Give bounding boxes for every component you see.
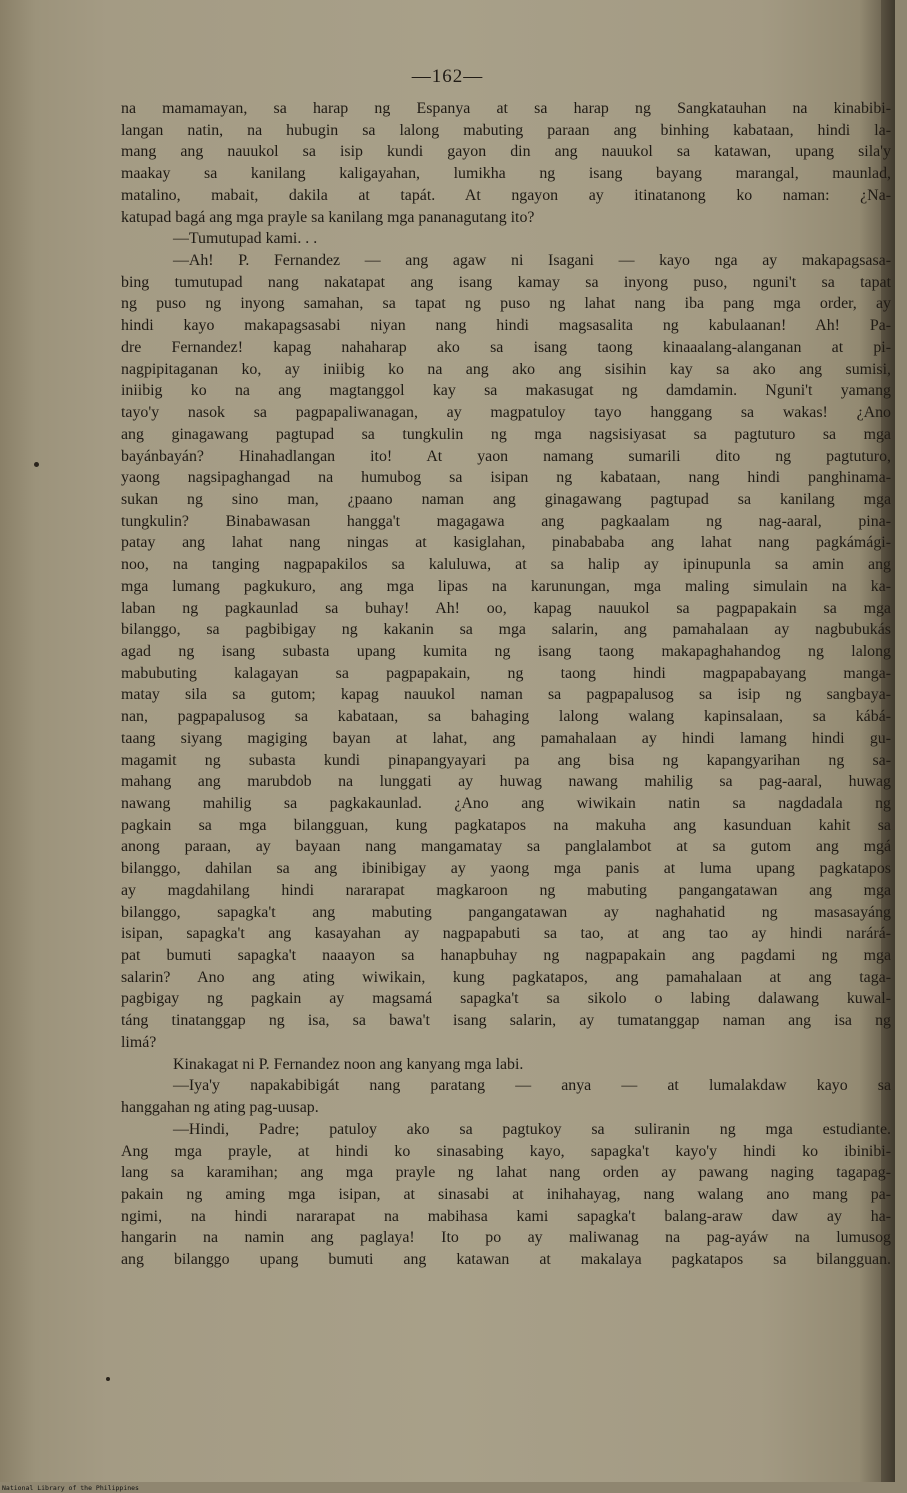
text-line: patay ang lahat nang ningas at kasiglahan, pinabababa ang lahat nang pagkámági- bbox=[121, 534, 891, 552]
text-line: tungkulin? Binabawasan hangga't magagawa ang pagkaalam ng nag-aaral, pina- bbox=[121, 512, 891, 530]
text-line: katupad bagá ang mga prayle sa kanilang mga pananagutang ito? bbox=[121, 208, 535, 226]
text-line: ngimi, na hindi nararapat na mabihasa kami sapagka't balang-araw daw ay ha- bbox=[121, 1207, 891, 1225]
text-line: táng tinatanggap ng isa, sa bawa't isang salarin, ay tumatanggap naman ang isa ng bbox=[121, 1012, 891, 1030]
text-line: pakain ng aming mga isipan, at sinasabi at inihahayag, nang walang ano mang pa- bbox=[121, 1185, 891, 1203]
text-line: Kinakagat ni P. Fernandez noon ang kanyang mga labi. bbox=[173, 1055, 524, 1073]
body-text bbox=[121, 98, 891, 1271]
text-line: hangarin na namin ang paglaya! Ito po ay maliwanag na pag-ayáw na lumusog bbox=[121, 1229, 891, 1247]
footer-credit: National Library of the Philippines bbox=[2, 1484, 139, 1492]
text-line: bilanggo, sa pagbibigay ng kakanin sa mga salarin, ang pamahalaan ay nagbubukás bbox=[121, 621, 891, 639]
text-line: pagkain sa mga bilangguan, kung pagkatapos na makuha ang kasunduan kahit sa bbox=[121, 816, 891, 834]
text-line: matay sila sa gutom; kapag nauukol naman sa pagpapalusog sa isip ng sangbaya- bbox=[121, 686, 891, 704]
text-line: hanggahan ng ating pag-uusap. bbox=[121, 1099, 319, 1117]
text-line: pat bumuti sapagka't naaayon sa hanapbuhay ng nagpapakain ang pagdami ng mga bbox=[121, 947, 891, 965]
text-line: salarin? Ano ang ating wiwikain, kung pagkatapos, ang pamahalaan at ang taga- bbox=[121, 968, 891, 986]
text-line: iniibig ko na ang magtanggol kay sa makasugat ng damdamin. Nguni't yamang bbox=[121, 382, 891, 400]
text-line: magamit ng subasta kundi pinapangyayari pa ang bisa ng kapangyarihan ng sa- bbox=[121, 751, 891, 769]
text-line: mahang ang marubdob na lunggati ay huwag nawang mahilig sa pag-aaral, huwag bbox=[121, 773, 891, 791]
text-line: ng puso ng inyong samahan, sa tapat ng puso ng lahat nang iba pang mga order, ay bbox=[121, 295, 891, 313]
text-line: laban ng pagkaunlad sa buhay! Ah! oo, kapag nauukol sa pagpapakain sa mga bbox=[121, 599, 891, 617]
text-line: tayo'y nasok sa pagpapaliwanagan, ay magpatuloy tayo hanggang sa wakas! ¿Ano bbox=[121, 404, 891, 422]
text-line: dre Fernandez! kapag nahaharap ako sa isang taong kinaaalang-alanganan at pi- bbox=[121, 338, 891, 356]
text-line: nawang mahilig sa pagkakaunlad. ¿Ano ang wiwikain natin sa nagdadala ng bbox=[121, 795, 891, 812]
text-line: yaong nagsipaghangad na humubog sa isipan ng kabataan, nang hindi panghinama- bbox=[121, 469, 891, 487]
text-line: sukan ng sino man, ¿paano naman ang ginagawang pagtupad sa kanilang mga bbox=[121, 490, 891, 508]
text-line: —Iya'y napakabibigát nang paratang — anya — at lumalakdaw kayo sa bbox=[173, 1077, 891, 1095]
text-line: taang siyang magiging bayan at lahat, ang pamahalaan ay hindi lamang hindi gu- bbox=[121, 729, 891, 747]
text-line: bilanggo, sapagka't ang mabuting pangangatawan ay naghahatid ng masasayáng bbox=[121, 903, 891, 921]
text-line: matalino, mabait, dakila at tapát. At ngayon ay itinatanong ko naman: ¿Na- bbox=[121, 186, 891, 204]
text-line: Ang mga prayle, at hindi ko sinasabing kayo, sapagka't kayo'y hindi ko ibinibi- bbox=[121, 1142, 891, 1160]
text-line: —Hindi, Padre; patuloy ako sa pagtukoy sa suliranin ng mga estudiante. bbox=[173, 1120, 891, 1138]
text-line: ay magdahilang hindi nararapat magkaroon ng mabuting pangangatawan ang mga bbox=[121, 881, 891, 899]
text-line: limá? bbox=[121, 1033, 157, 1051]
text-line: nan, pagpapalusog sa kabataan, sa bahaging lalong walang kapinsalaan, sa kábá- bbox=[121, 708, 891, 726]
text-line: bilanggo, dahilan sa ang ibinibigay ay yaong mga panis at luma upang pagkatapos bbox=[121, 860, 891, 878]
text-line: ang bilanggo upang bumuti ang katawan at makalaya pagkatapos sa bilangguan. bbox=[121, 1251, 891, 1269]
text-line: isipan, sapagka't ang kasayahan ay nagpapabuti sa tao, at ang tao ay hindi narárá- bbox=[121, 925, 891, 943]
text-line: hindi kayo makapagsasabi niyan nang hindi magsasalita ng kabulaanan! Ah! Pa- bbox=[121, 317, 891, 335]
text-line: mang ang nauukol sa isip kundi gayon din ang nauukol sa katawan, upang sila'y bbox=[121, 143, 891, 161]
text-line: agad ng isang subasta upang kumita ng isang taong makapaghahandog ng lalong bbox=[121, 642, 891, 660]
text-line: bing tumutupad nang nakatapat ang isang kamay sa inyong puso, nguni't sa tapat bbox=[121, 273, 891, 291]
text-line: ang ginagawang pagtupad sa tungkulin ng mga nagsisiyasat sa pagtuturo sa mga bbox=[121, 425, 891, 443]
text-line: mga lumang pagkukuro, ang mga lipas na karunungan, mga maling simulain na ka- bbox=[121, 577, 891, 595]
text-line: mabubuting kalagayan sa pagpapakain, ng taong hindi magpapabayang manga- bbox=[121, 664, 891, 682]
text-line: noo, na tanging nagpapakilos sa kaluluwa, at sa halip ay ipinupunla sa amin ang bbox=[121, 556, 891, 574]
text-line: langan natin, na hubugin sa lalong mabuting paraan ang binhing kabataan, hindi la- bbox=[121, 121, 891, 139]
ink-spot bbox=[106, 1377, 110, 1381]
text-line: bayánbayán? Hinahadlangan ito! At yaon namang sumarili dito ng pagtuturo, bbox=[121, 447, 891, 465]
text-line: nagpipitaganan ko, ay iniibig ko na ang ako ang sisihin kay sa ako ang sumisi, bbox=[121, 360, 891, 378]
text-line: maakay sa kanilang kaligayahan, lumikha ng isang bayang marangal, maunlad, bbox=[121, 165, 891, 183]
text-line: pagbigay ng pagkain ay magsamá sapagka't sa sikolo o labing dalawang kuwal- bbox=[121, 990, 891, 1008]
text-line: —Tumutupad kami. . . bbox=[173, 230, 318, 248]
text-line: —Ah! P. Fernandez — ang agaw ni Isagani — kayo nga ay makapagsasa- bbox=[173, 252, 891, 270]
text-line: na mamamayan, sa harap ng Espanya at sa harap ng Sangkatauhan na kinabibi- bbox=[121, 100, 891, 117]
text-line: anong paraan, ay bayaan nang mangamatay sa panglalambot at sa gutom ang mgá bbox=[121, 838, 891, 856]
page-number: —162— bbox=[411, 66, 484, 87]
text-line: lang sa karamihan; ang mga prayle ng lahat nang orden ay pawang naging tagapag- bbox=[121, 1164, 891, 1182]
ink-spot bbox=[34, 462, 39, 467]
